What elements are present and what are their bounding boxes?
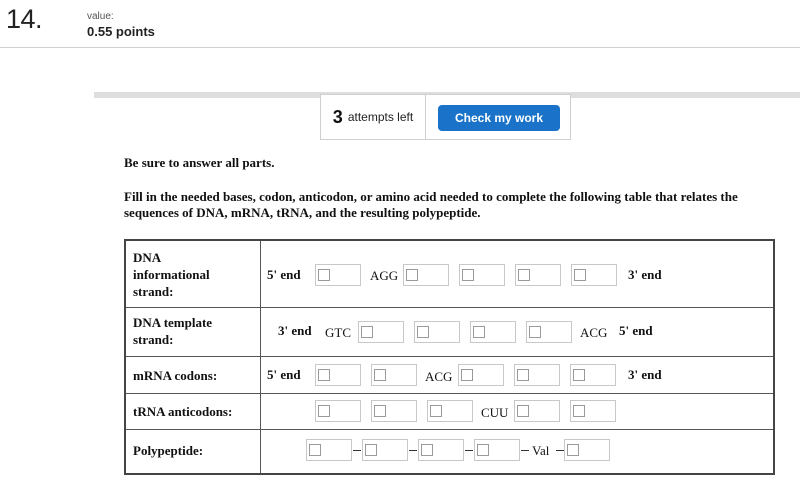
answer-checkbox[interactable] (318, 269, 330, 281)
mrna-input-2[interactable] (371, 364, 417, 386)
answer-checkbox[interactable] (567, 444, 579, 456)
row-label-trna: tRNA anticodons: (133, 404, 233, 419)
attempts-text: attempts left (347, 110, 414, 124)
answer-checkbox[interactable] (517, 405, 529, 417)
answer-checkbox[interactable] (374, 405, 386, 417)
dna-info-input-5[interactable] (515, 264, 561, 286)
peptide-bond-dash (556, 450, 564, 451)
answer-checkbox[interactable] (529, 326, 541, 338)
dna-info-input-1[interactable] (315, 264, 361, 286)
polypeptide-input-6[interactable] (564, 439, 610, 461)
peptide-bond-dash (521, 450, 529, 451)
answer-checkbox[interactable] (461, 369, 473, 381)
dna-info-input-6[interactable] (571, 264, 617, 286)
answer-checkbox[interactable] (430, 405, 442, 417)
answer-checkbox[interactable] (374, 369, 386, 381)
dna-info-input-4[interactable] (459, 264, 505, 286)
polypeptide-input-1[interactable] (306, 439, 352, 461)
trna-given-4: CUU (481, 405, 509, 420)
answer-checkbox[interactable] (309, 444, 321, 456)
question-points: 0.55 points (87, 24, 155, 39)
row1-start-end: 5' end (267, 267, 301, 282)
check-my-work-button[interactable]: Check my work (438, 105, 560, 131)
question-number: 14. (6, 4, 43, 34)
answer-checkbox[interactable] (518, 269, 530, 281)
attempts-count: 3 (332, 106, 343, 127)
dna-template-input-3[interactable] (414, 321, 460, 343)
answer-checkbox[interactable] (417, 326, 429, 338)
instruction-text: Fill in the needed bases, codon, anticodon, or amino acid needed to complete the following table that relates the sequences of DNA, mRNA, tRNA, and the resulting polypeptide. (124, 189, 738, 220)
trna-input-5[interactable] (514, 400, 560, 422)
row-divider (126, 356, 773, 357)
check-work-container (426, 94, 571, 140)
answer-checkbox[interactable] (473, 326, 485, 338)
trna-input-3[interactable] (427, 400, 473, 422)
answer-checkbox[interactable] (421, 444, 433, 456)
mrna-given-3: ACG (425, 369, 453, 384)
polypeptide-input-4[interactable] (474, 439, 520, 461)
row1-end-label: 3' end (628, 267, 662, 282)
dna-template-given-1: GTC (325, 325, 351, 340)
answer-checkbox[interactable] (406, 269, 418, 281)
instruction-parts: Be sure to answer all parts. (124, 155, 275, 170)
polypeptide-input-3[interactable] (418, 439, 464, 461)
row-label-polypeptide: Polypeptide: (133, 443, 204, 458)
dna-template-given-6: ACG (580, 325, 608, 340)
dna-info-input-3[interactable] (403, 264, 449, 286)
row-label-mrna: mRNA codons: (133, 368, 218, 383)
row2-end-label: 5' end (619, 323, 653, 338)
row2-start-end: 3' end (278, 323, 312, 338)
trna-input-2[interactable] (371, 400, 417, 422)
row-divider (126, 429, 773, 430)
header-divider (0, 47, 800, 48)
trna-input-1[interactable] (315, 400, 361, 422)
dna-template-input-5[interactable] (526, 321, 572, 343)
row3-end-label: 3' end (628, 367, 662, 382)
polypeptide-given-5: Val (532, 443, 550, 458)
polypeptide-input-2[interactable] (362, 439, 408, 461)
peptide-bond-dash (409, 450, 417, 451)
mrna-input-1[interactable] (315, 364, 361, 386)
answer-checkbox[interactable] (573, 405, 585, 417)
value-label: value: (87, 11, 114, 22)
mrna-input-5[interactable] (514, 364, 560, 386)
answer-checkbox[interactable] (574, 269, 586, 281)
row-label-dna-informational: DNA informational strand: (133, 250, 210, 299)
answer-checkbox[interactable] (318, 369, 330, 381)
answer-checkbox[interactable] (477, 444, 489, 456)
answer-checkbox[interactable] (517, 369, 529, 381)
answer-checkbox[interactable] (365, 444, 377, 456)
peptide-bond-dash (353, 450, 361, 451)
answer-checkbox[interactable] (462, 269, 474, 281)
answer-checkbox[interactable] (318, 405, 330, 417)
row-divider (126, 393, 773, 394)
sequence-table (124, 239, 775, 475)
mrna-input-6[interactable] (570, 364, 616, 386)
dna-template-input-2[interactable] (358, 321, 404, 343)
mrna-input-4[interactable] (458, 364, 504, 386)
row-label-dna-template: DNA template strand: (133, 315, 213, 347)
trna-input-6[interactable] (570, 400, 616, 422)
peptide-bond-dash (465, 450, 473, 451)
attempts-indicator (320, 94, 426, 140)
dna-info-given-2: AGG (370, 268, 399, 283)
row3-start-end: 5' end (267, 367, 301, 382)
answer-checkbox[interactable] (573, 369, 585, 381)
column-divider (260, 241, 261, 473)
dna-template-input-4[interactable] (470, 321, 516, 343)
answer-checkbox[interactable] (361, 326, 373, 338)
row-divider (126, 307, 773, 308)
